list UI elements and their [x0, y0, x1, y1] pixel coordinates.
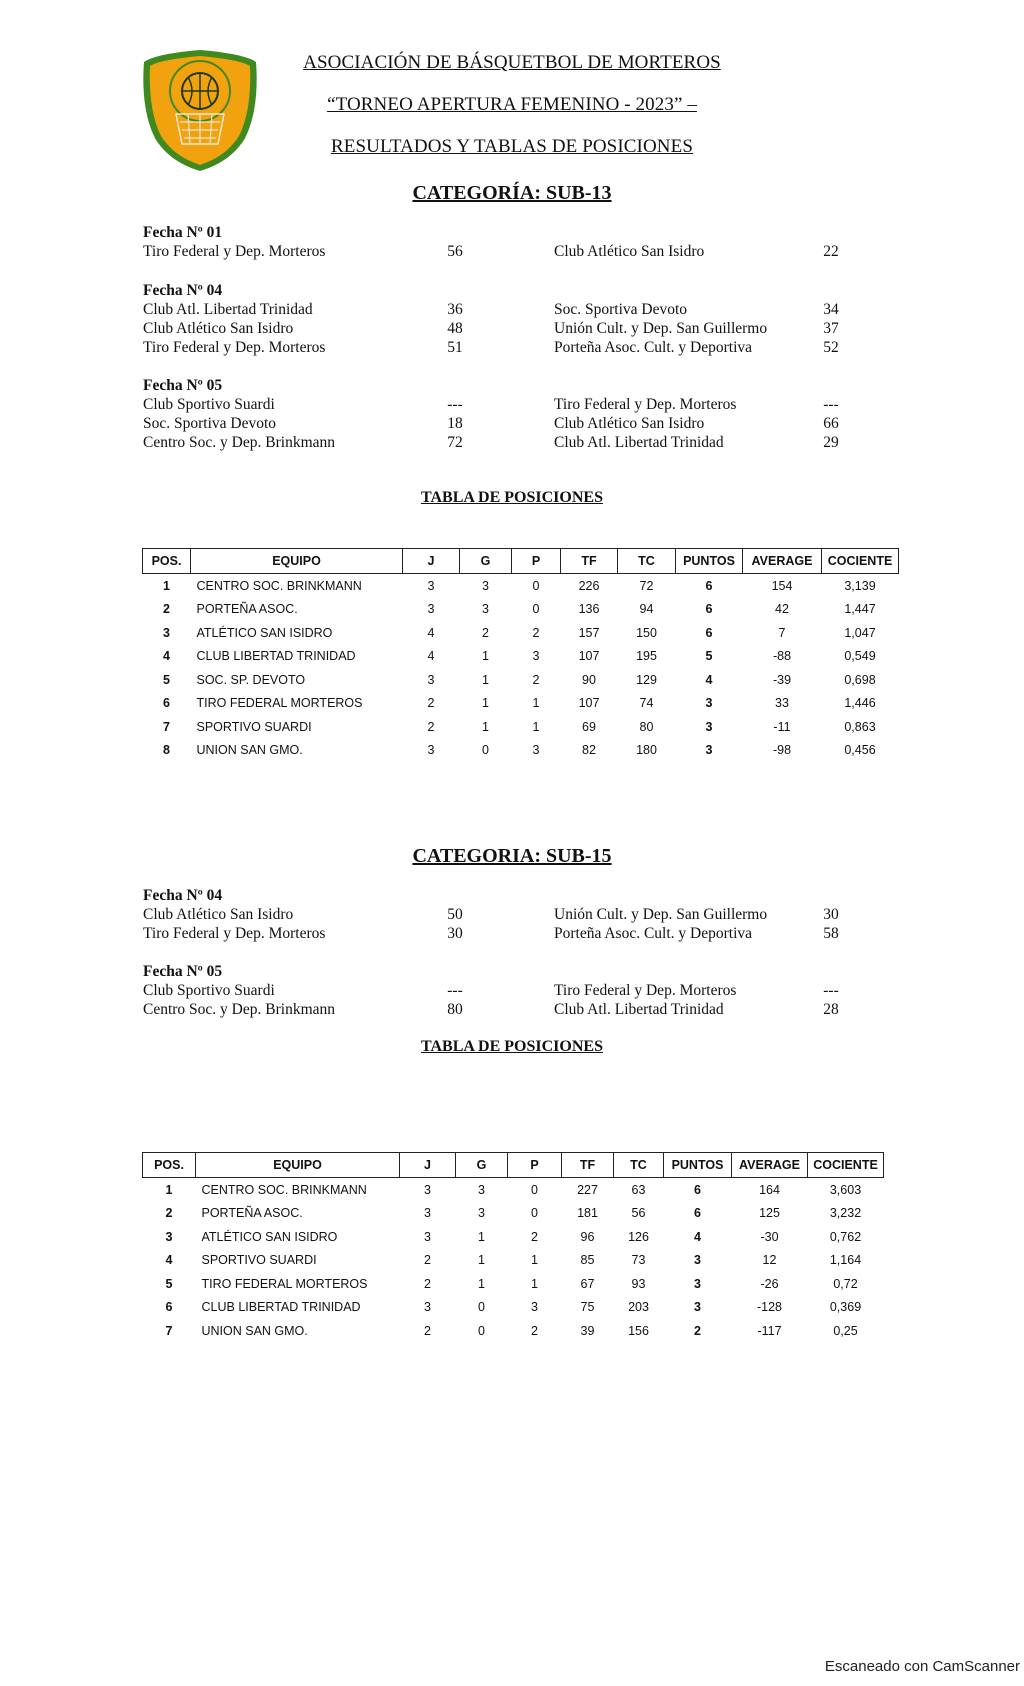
column-header-cociente: COCIENTE — [808, 1153, 884, 1178]
cell-j: 4 — [427, 649, 435, 664]
match-row — [143, 338, 903, 357]
cell-cociente: 0,762 — [829, 1229, 862, 1244]
cell-cociente: 3,232 — [829, 1206, 862, 1221]
away-team: Tiro Federal y Dep. Morteros — [554, 982, 737, 999]
away-score: 34 — [823, 301, 839, 318]
match-row — [143, 905, 903, 924]
column-header-g: G — [460, 549, 512, 574]
cell-tf: 67 — [580, 1276, 595, 1291]
cell-j: 2 — [424, 1276, 431, 1291]
fecha-block — [143, 223, 903, 261]
cell-tf: 75 — [580, 1300, 595, 1315]
cell-average: -88 — [772, 649, 792, 664]
cell-tf: 39 — [580, 1323, 595, 1338]
away-team: Unión Cult. y Dep. San Guillermo — [554, 320, 768, 337]
cell-pos: 8 — [163, 743, 170, 758]
cell-puntos: 4 — [694, 1229, 701, 1244]
cell-cociente: 1,447 — [844, 602, 876, 617]
cell-g: 0 — [478, 1300, 485, 1315]
cell-p: 0 — [532, 602, 540, 617]
cell-equipo: CENTRO SOC. BRINKMANN — [196, 578, 362, 593]
cell-g: 1 — [482, 672, 489, 687]
cell-equipo: CLUB LIBERTAD TRINIDAD — [196, 649, 356, 664]
cell-tf: 90 — [582, 672, 596, 687]
away-score: 37 — [823, 320, 839, 337]
away-score: 52 — [823, 339, 839, 356]
cell-p: 0 — [531, 1182, 538, 1197]
cell-average: -30 — [760, 1229, 779, 1244]
column-header-equipo: EQUIPO — [191, 549, 403, 574]
cell-tf: 82 — [582, 743, 596, 758]
away-team: Soc. Sportiva Devoto — [554, 301, 688, 318]
cell-g: 1 — [482, 719, 489, 734]
standings-table-sub15 — [142, 1152, 884, 1343]
home-score: 51 — [447, 339, 463, 356]
away-score: 58 — [823, 925, 839, 942]
cell-g: 0 — [478, 1323, 485, 1338]
cell-average: 154 — [771, 578, 793, 593]
cell-tf: 69 — [582, 719, 596, 734]
cell-g: 3 — [482, 602, 489, 617]
column-header-j: J — [400, 1153, 456, 1178]
table-row — [143, 598, 899, 622]
cell-pos: 6 — [163, 696, 170, 711]
cell-pos: 2 — [163, 602, 170, 617]
cell-j: 4 — [427, 625, 435, 640]
cell-equipo: CLUB LIBERTAD TRINIDAD — [201, 1300, 361, 1315]
cell-cociente: 0,863 — [844, 719, 876, 734]
column-header-cociente: COCIENTE — [822, 549, 899, 574]
cell-j: 2 — [427, 696, 435, 711]
cell-g: 1 — [482, 696, 489, 711]
away-score: 66 — [823, 415, 839, 432]
cell-tc: 180 — [636, 743, 657, 758]
cell-cociente: 1,446 — [844, 696, 876, 711]
home-team: Club Atlético San Isidro — [143, 906, 294, 923]
home-team: Tiro Federal y Dep. Morteros — [143, 243, 326, 260]
cell-puntos: 3 — [694, 1276, 701, 1291]
cell-equipo: UNION SAN GMO. — [196, 743, 303, 758]
cell-average: -26 — [760, 1276, 779, 1291]
cell-g: 3 — [478, 1182, 485, 1197]
match-row — [143, 319, 903, 338]
cell-average: 12 — [762, 1253, 777, 1268]
table-row — [143, 574, 899, 598]
away-score: 22 — [823, 243, 839, 260]
standings-table-sub13 — [142, 548, 899, 762]
table-row — [143, 1319, 884, 1343]
cell-cociente: 3,139 — [844, 578, 876, 593]
cell-j: 3 — [427, 602, 435, 617]
cell-tf: 96 — [580, 1229, 595, 1244]
cell-tf: 107 — [578, 696, 600, 711]
cell-pos: 6 — [165, 1300, 173, 1315]
table-row — [143, 1249, 884, 1273]
table-header-row — [143, 549, 899, 574]
cell-pos: 2 — [165, 1206, 173, 1221]
cell-equipo: ATLÉTICO SAN ISIDRO — [196, 625, 333, 640]
cell-p: 1 — [531, 1253, 538, 1268]
match-row — [143, 433, 903, 452]
column-header-equipo: EQUIPO — [196, 1153, 400, 1178]
cell-cociente: 0,72 — [833, 1276, 858, 1291]
cell-j: 3 — [427, 672, 435, 687]
cell-puntos: 6 — [705, 578, 713, 593]
cell-cociente: 1,164 — [829, 1253, 862, 1268]
away-score: 28 — [823, 1001, 839, 1018]
cell-p: 2 — [532, 625, 540, 640]
cell-pos: 1 — [163, 578, 170, 593]
cell-pos: 7 — [163, 719, 170, 734]
cell-j: 2 — [427, 719, 435, 734]
column-header-average: AVERAGE — [743, 549, 822, 574]
home-team: Tiro Federal y Dep. Morteros — [143, 925, 326, 942]
cell-pos: 3 — [163, 625, 170, 640]
cell-cociente: 0,369 — [829, 1300, 862, 1315]
cell-p: 0 — [531, 1206, 538, 1221]
cell-tc: 203 — [628, 1300, 649, 1315]
fecha-block — [143, 376, 903, 452]
cell-j: 2 — [424, 1323, 431, 1338]
fecha-block — [143, 886, 903, 943]
cell-equipo: PORTEÑA ASOC. — [201, 1206, 303, 1221]
cell-average: -98 — [772, 743, 792, 758]
cell-average: -128 — [756, 1300, 783, 1315]
cell-puntos: 3 — [694, 1253, 701, 1268]
cell-j: 3 — [424, 1182, 431, 1197]
column-header-p: P — [512, 549, 561, 574]
cell-p: 2 — [531, 1323, 538, 1338]
cell-g: 1 — [482, 649, 489, 664]
home-score: 48 — [447, 320, 463, 337]
away-team: Club Atl. Libertad Trinidad — [554, 434, 724, 451]
away-team: Club Atlético San Isidro — [554, 415, 705, 432]
cell-cociente: 0,456 — [844, 743, 876, 758]
away-team: Tiro Federal y Dep. Morteros — [554, 396, 737, 413]
cell-pos: 4 — [163, 649, 170, 664]
cell-tc: 129 — [636, 672, 657, 687]
column-header-j: J — [403, 549, 460, 574]
cell-g: 1 — [478, 1229, 485, 1244]
column-header-tf: TF — [561, 549, 618, 574]
cell-tc: 126 — [628, 1229, 649, 1244]
cell-average: -117 — [757, 1323, 782, 1338]
cell-pos: 1 — [165, 1182, 173, 1197]
home-score: 56 — [447, 243, 463, 260]
category-title-sub13: CATEGORÍA: SUB-13 — [412, 182, 612, 204]
match-row — [143, 981, 903, 1000]
cell-pos: 4 — [165, 1253, 173, 1268]
away-team: Unión Cult. y Dep. San Guillermo — [554, 906, 768, 923]
home-team: Tiro Federal y Dep. Morteros — [143, 339, 326, 356]
away-team: Club Atl. Libertad Trinidad — [554, 1001, 724, 1018]
fecha-label: Fecha Nº 01 — [143, 224, 223, 241]
cell-equipo: SPORTIVO SUARDI — [196, 719, 312, 734]
home-team: Soc. Sportiva Devoto — [143, 415, 277, 432]
cell-j: 2 — [424, 1253, 431, 1268]
cell-tc: 72 — [639, 578, 654, 593]
cell-j: 3 — [424, 1300, 431, 1315]
home-score: --- — [447, 396, 463, 413]
cell-cociente: 1,047 — [844, 625, 876, 640]
cell-average: -39 — [772, 672, 792, 687]
cell-equipo: TIRO FEDERAL MORTEROS — [196, 696, 363, 711]
cell-puntos: 6 — [705, 625, 713, 640]
home-score: 50 — [447, 906, 463, 923]
fecha-label: Fecha Nº 05 — [143, 377, 223, 394]
match-row — [143, 242, 903, 261]
fecha-label: Fecha Nº 05 — [143, 963, 223, 980]
home-score: 18 — [447, 415, 463, 432]
cell-tf: 227 — [577, 1182, 598, 1197]
table-header-row — [143, 1153, 884, 1178]
header-subtitle: RESULTADOS Y TABLAS DE POSICIONES — [330, 136, 693, 157]
column-header-pos: POS. — [143, 1153, 196, 1178]
cell-pos: 5 — [165, 1276, 173, 1291]
cell-p: 3 — [532, 649, 540, 664]
column-header-p: P — [508, 1153, 562, 1178]
cell-equipo: SPORTIVO SUARDI — [201, 1253, 317, 1268]
cell-pos: 3 — [165, 1229, 173, 1244]
cell-p: 1 — [532, 719, 540, 734]
cell-p: 3 — [531, 1300, 538, 1315]
cell-tf: 157 — [578, 625, 600, 640]
cell-average: -11 — [773, 719, 791, 734]
cell-equipo: CENTRO SOC. BRINKMANN — [201, 1182, 367, 1197]
match-row — [143, 300, 903, 319]
column-header-tc: TC — [614, 1153, 664, 1178]
cell-puntos: 2 — [694, 1323, 701, 1338]
cell-tf: 226 — [578, 578, 600, 593]
standings-title-sub15: TABLA DE POSICIONES — [421, 1038, 603, 1055]
cell-tc: 94 — [639, 602, 654, 617]
home-team: Club Sportivo Suardi — [143, 982, 275, 999]
home-team: Club Sportivo Suardi — [143, 396, 275, 413]
column-header-puntos: PUNTOS — [664, 1153, 732, 1178]
fecha-label: Fecha Nº 04 — [143, 282, 223, 299]
away-team: Porteña Asoc. Cult. y Deportiva — [554, 339, 753, 356]
cell-p: 2 — [532, 672, 540, 687]
table-row — [143, 692, 899, 716]
column-header-average: AVERAGE — [732, 1153, 808, 1178]
home-score: 72 — [447, 434, 463, 451]
cell-puntos: 3 — [694, 1300, 701, 1315]
table-row — [143, 668, 899, 692]
cell-cociente: 0,549 — [844, 649, 876, 664]
cell-equipo: TIRO FEDERAL MORTEROS — [201, 1276, 368, 1291]
column-header-puntos: PUNTOS — [676, 549, 743, 574]
cell-j: 3 — [427, 743, 435, 758]
cell-puntos: 6 — [694, 1206, 701, 1221]
cell-tf: 181 — [577, 1206, 598, 1221]
away-score: 29 — [823, 434, 839, 451]
table-row — [143, 621, 899, 645]
cell-average: 7 — [778, 625, 786, 640]
cell-p: 1 — [532, 696, 540, 711]
cell-j: 3 — [424, 1229, 431, 1244]
cell-tf: 136 — [578, 602, 600, 617]
home-score: 36 — [447, 301, 463, 318]
cell-g: 3 — [482, 578, 489, 593]
cell-pos: 5 — [163, 672, 170, 687]
table-row — [143, 1202, 884, 1226]
cell-puntos: 5 — [705, 649, 713, 664]
cell-tc: 73 — [631, 1253, 646, 1268]
cell-average: 125 — [759, 1206, 780, 1221]
fecha-block — [143, 962, 903, 1019]
fecha-label: Fecha Nº 04 — [143, 887, 223, 904]
match-row — [143, 414, 903, 433]
category-title-sub15: CATEGORIA: SUB-15 — [412, 845, 612, 867]
column-header-g: G — [456, 1153, 508, 1178]
column-header-tf: TF — [562, 1153, 614, 1178]
cell-cociente: 0,25 — [833, 1323, 858, 1338]
table-row — [143, 1178, 884, 1202]
cell-tf: 107 — [578, 649, 600, 664]
home-team: Club Atl. Libertad Trinidad — [143, 301, 313, 318]
cell-puntos: 6 — [705, 602, 713, 617]
cell-puntos: 4 — [705, 672, 713, 687]
fecha-block — [143, 281, 903, 357]
home-score: 80 — [447, 1001, 463, 1018]
cell-p: 2 — [531, 1229, 538, 1244]
cell-average: 164 — [759, 1182, 780, 1197]
cell-p: 1 — [531, 1276, 538, 1291]
home-team: Centro Soc. y Dep. Brinkmann — [143, 434, 336, 451]
cell-g: 2 — [482, 625, 489, 640]
cell-tc: 74 — [639, 696, 654, 711]
cell-tc: 150 — [636, 625, 657, 640]
away-score: --- — [823, 982, 839, 999]
cell-puntos: 3 — [705, 743, 713, 758]
cell-equipo: UNION SAN GMO. — [201, 1323, 308, 1338]
cell-puntos: 3 — [705, 696, 713, 711]
cell-equipo: PORTEÑA ASOC. — [196, 602, 298, 617]
away-team: Club Atlético San Isidro — [554, 243, 705, 260]
table-row — [143, 1225, 884, 1249]
cell-g: 1 — [478, 1253, 485, 1268]
cell-puntos: 3 — [705, 719, 713, 734]
match-row — [143, 1000, 903, 1019]
header-association: ASOCIACIÓN DE BÁSQUETBOL DE MORTEROS — [303, 52, 721, 73]
cell-equipo: SOC. SP. DEVOTO — [196, 672, 306, 687]
away-score: 30 — [823, 906, 839, 923]
cell-g: 1 — [478, 1276, 485, 1291]
table-row — [143, 645, 899, 669]
cell-puntos: 6 — [694, 1182, 701, 1197]
table-row — [143, 1296, 884, 1320]
column-header-tc: TC — [618, 549, 676, 574]
cell-average: 33 — [775, 696, 789, 711]
cell-tc: 63 — [631, 1182, 646, 1197]
cell-p: 0 — [532, 578, 540, 593]
scanner-watermark: Escaneado con CamScanner — [824, 1658, 1020, 1675]
home-team: Club Atlético San Isidro — [143, 320, 294, 337]
cell-tc: 80 — [639, 719, 654, 734]
cell-p: 3 — [532, 743, 540, 758]
table-row — [143, 739, 899, 763]
column-header-pos: POS. — [143, 549, 191, 574]
table-row — [143, 1272, 884, 1296]
cell-tc: 93 — [631, 1276, 646, 1291]
cell-j: 3 — [427, 578, 435, 593]
away-team: Porteña Asoc. Cult. y Deportiva — [554, 925, 753, 942]
match-row — [143, 924, 903, 943]
home-team: Centro Soc. y Dep. Brinkmann — [143, 1001, 336, 1018]
cell-tc: 195 — [636, 649, 657, 664]
cell-tc: 56 — [631, 1206, 646, 1221]
cell-cociente: 3,603 — [829, 1182, 862, 1197]
home-score: --- — [447, 982, 463, 999]
cell-g: 3 — [478, 1206, 485, 1221]
home-score: 30 — [447, 925, 463, 942]
cell-average: 42 — [775, 602, 789, 617]
standings-title-sub13: TABLA DE POSICIONES — [421, 489, 603, 506]
cell-g: 0 — [482, 743, 489, 758]
cell-tf: 85 — [580, 1253, 595, 1268]
cell-j: 3 — [424, 1206, 431, 1221]
match-row — [143, 395, 903, 414]
cell-cociente: 0,698 — [844, 672, 876, 687]
header-tournament: “TORNEO APERTURA FEMENINO - 2023” – — [327, 94, 697, 115]
cell-tc: 156 — [628, 1323, 649, 1338]
cell-pos: 7 — [165, 1323, 173, 1338]
cell-equipo: ATLÉTICO SAN ISIDRO — [201, 1229, 338, 1244]
table-row — [143, 715, 899, 739]
away-score: --- — [823, 396, 839, 413]
